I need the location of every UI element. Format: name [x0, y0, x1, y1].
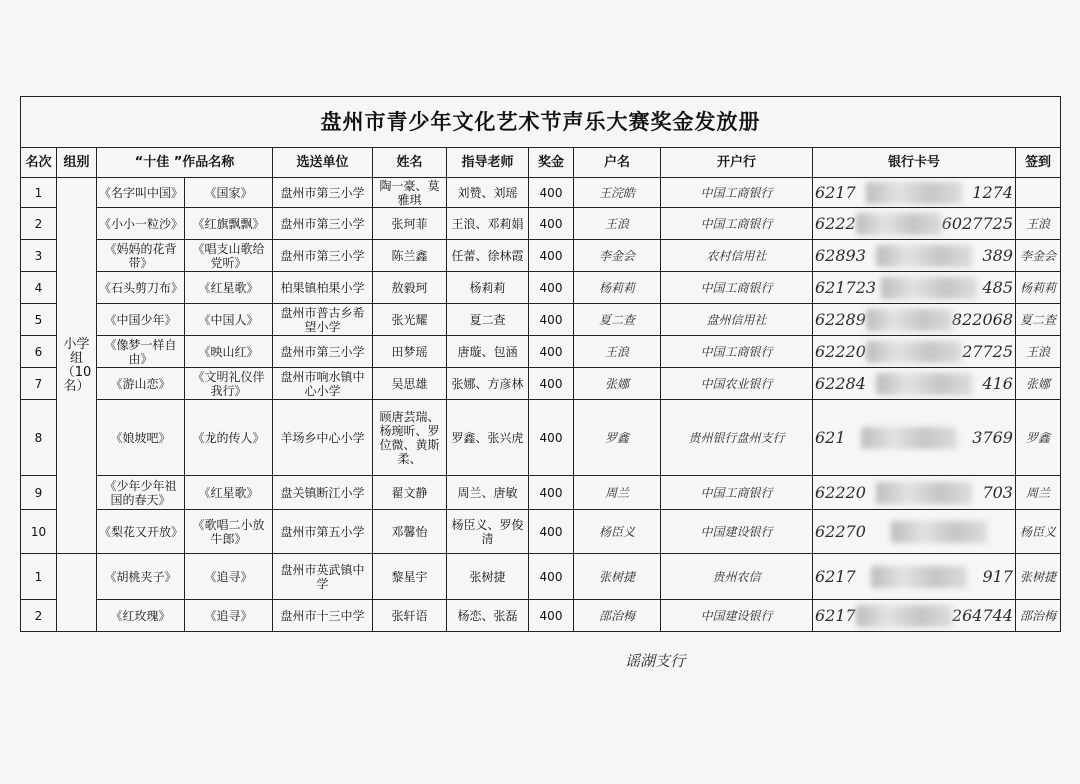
teacher-cell: 罗鑫、张兴虎 — [447, 400, 529, 476]
school-cell: 柏果镇柏果小学 — [273, 272, 373, 304]
bank-cell: 农村信用社 — [661, 240, 813, 272]
work-title-2: 《红旗飘飘》 — [185, 208, 273, 240]
card-redaction — [876, 245, 972, 267]
card-redaction — [866, 182, 962, 204]
header-group: 组别 — [57, 148, 97, 178]
card-cell — [813, 178, 1016, 208]
rank-cell: 5 — [21, 304, 57, 336]
card-cell — [813, 476, 1016, 510]
holder-cell: 张树捷 — [574, 554, 661, 600]
teacher-cell: 任蕾、徐林霞 — [447, 240, 529, 272]
name-cell: 顾唐芸瑞、杨琬昕、罗位微、黄斯柔、 — [373, 400, 447, 476]
card-cell — [813, 240, 1016, 272]
table-row — [21, 272, 1061, 304]
teacher-cell: 王浪、邓莉娟 — [447, 208, 529, 240]
card-prefix: 62284 — [815, 373, 866, 393]
prize-cell: 400 — [529, 304, 574, 336]
work-title-2: 《文明礼仪伴我行》 — [185, 368, 273, 400]
work-title-2: 《龙的传人》 — [185, 400, 273, 476]
work-title-1: 《游山恋》 — [97, 368, 185, 400]
card-cell — [813, 368, 1016, 400]
table-row — [21, 368, 1061, 400]
bank-cell: 中国建设银行 — [661, 510, 813, 554]
name-cell: 黎星宇 — [373, 554, 447, 600]
bank-cell: 中国农业银行 — [661, 368, 813, 400]
card-number — [815, 182, 1013, 204]
bank-cell: 中国工商银行 — [661, 476, 813, 510]
prize-cell: 400 — [529, 272, 574, 304]
card-redaction — [866, 309, 952, 331]
bank-cell: 中国工商银行 — [661, 208, 813, 240]
card-suffix: 264744 — [951, 605, 1013, 625]
card-suffix: 27725 — [962, 341, 1013, 361]
school-cell: 盘州市英武镇中学 — [273, 554, 373, 600]
holder-cell: 邵治梅 — [574, 600, 661, 632]
rank-cell: 1 — [21, 554, 57, 600]
sign-cell — [1016, 178, 1061, 208]
card-cell — [813, 272, 1016, 304]
holder-cell: 王浪 — [574, 208, 661, 240]
name-cell: 陶一豪、莫雅琪 — [373, 178, 447, 208]
school-cell: 盘州市第三小学 — [273, 178, 373, 208]
teacher-cell: 唐璇、包涵 — [447, 336, 529, 368]
table-row — [21, 304, 1061, 336]
card-number — [815, 605, 1013, 627]
card-prefix: 6222 — [815, 213, 856, 233]
card-prefix: 6217 — [815, 566, 856, 586]
card-number — [815, 341, 1013, 363]
rank-cell: 3 — [21, 240, 57, 272]
prize-table — [20, 96, 1061, 632]
prize-cell: 400 — [529, 400, 574, 476]
name-cell: 邓馨怡 — [373, 510, 447, 554]
work-title-1: 《梨花又开放》 — [97, 510, 185, 554]
holder-cell: 杨臣义 — [574, 510, 661, 554]
card-redaction — [881, 277, 977, 299]
table-row — [21, 400, 1061, 476]
card-redaction — [866, 341, 962, 363]
teacher-cell: 刘赞、刘瑶 — [447, 178, 529, 208]
sign-cell: 王浪 — [1016, 336, 1061, 368]
table-row — [21, 554, 1061, 600]
card-prefix: 62220 — [815, 341, 866, 361]
group-cell: 小学组（10名） — [57, 178, 97, 554]
card-prefix: 6217 — [815, 605, 856, 625]
name-cell: 翟文静 — [373, 476, 447, 510]
header-holder: 户名 — [574, 148, 661, 178]
teacher-cell: 周兰、唐敏 — [447, 476, 529, 510]
name-cell: 敖毅珂 — [373, 272, 447, 304]
work-title-2: 《中国人》 — [185, 304, 273, 336]
card-prefix: 6217 — [815, 182, 856, 202]
handwritten-note: 谣湖支行 — [625, 652, 686, 670]
card-prefix: 621723 — [815, 277, 877, 297]
table-row — [21, 240, 1061, 272]
card-cell — [813, 554, 1016, 600]
school-cell: 盘州市十三中学 — [273, 600, 373, 632]
table-row — [21, 208, 1061, 240]
teacher-cell: 夏二查 — [447, 304, 529, 336]
card-number — [815, 566, 1013, 588]
teacher-cell: 杨恋、张磊 — [447, 600, 529, 632]
sign-cell: 张树捷 — [1016, 554, 1061, 600]
prize-cell: 400 — [529, 208, 574, 240]
work-title-2: 《红星歌》 — [185, 272, 273, 304]
sign-cell: 王浪 — [1016, 208, 1061, 240]
school-cell: 盘州市第三小学 — [273, 208, 373, 240]
work-title-2: 《红星歌》 — [185, 476, 273, 510]
sign-cell: 夏二查 — [1016, 304, 1061, 336]
school-cell: 盘州市响水镇中心小学 — [273, 368, 373, 400]
school-cell: 盘州市普古乡希望小学 — [273, 304, 373, 336]
rank-cell: 9 — [21, 476, 57, 510]
card-prefix: 62220 — [815, 482, 866, 502]
prize-cell: 400 — [529, 368, 574, 400]
card-prefix: 621 — [815, 427, 846, 447]
sign-cell: 罗鑫 — [1016, 400, 1061, 476]
card-cell — [813, 600, 1016, 632]
bank-cell: 中国工商银行 — [661, 336, 813, 368]
rank-cell: 1 — [21, 178, 57, 208]
sign-cell: 杨臣义 — [1016, 510, 1061, 554]
bank-cell: 贵州银行盘州支行 — [661, 400, 813, 476]
table-row — [21, 600, 1061, 632]
card-cell — [813, 400, 1016, 476]
card-redaction — [861, 427, 957, 449]
card-cell — [813, 304, 1016, 336]
rank-cell: 7 — [21, 368, 57, 400]
bank-cell: 盘州信用社 — [661, 304, 813, 336]
school-cell: 盘州市第三小学 — [273, 240, 373, 272]
name-cell: 陈兰鑫 — [373, 240, 447, 272]
holder-cell: 王浣皓 — [574, 178, 661, 208]
prize-cell: 400 — [529, 554, 574, 600]
name-cell: 张珂菲 — [373, 208, 447, 240]
sign-cell: 李金会 — [1016, 240, 1061, 272]
card-prefix: 62289 — [815, 309, 866, 329]
work-title-1: 《少年少年祖国的春天》 — [97, 476, 185, 510]
holder-cell: 罗鑫 — [574, 400, 661, 476]
card-cell — [813, 336, 1016, 368]
table-row — [21, 178, 1061, 208]
school-cell: 羊场乡中心小学 — [273, 400, 373, 476]
prize-cell: 400 — [529, 600, 574, 632]
work-title-1: 《红玫瑰》 — [97, 600, 185, 632]
holder-cell: 夏二查 — [574, 304, 661, 336]
card-prefix: 62893 — [815, 245, 866, 265]
rank-cell: 8 — [21, 400, 57, 476]
card-suffix: 6027725 — [941, 213, 1013, 233]
teacher-cell: 杨臣义、罗俊清 — [447, 510, 529, 554]
header-row — [21, 148, 1061, 178]
table-row — [21, 510, 1061, 554]
work-title-2: 《唱支山歌给党听》 — [185, 240, 273, 272]
card-redaction — [856, 605, 952, 627]
rank-cell: 2 — [21, 600, 57, 632]
teacher-cell: 张树捷 — [447, 554, 529, 600]
rank-cell: 2 — [21, 208, 57, 240]
header-teacher: 指导老师 — [447, 148, 529, 178]
card-suffix: 917 — [982, 566, 1013, 586]
name-cell: 张光耀 — [373, 304, 447, 336]
prize-cell: 400 — [529, 240, 574, 272]
school-cell: 盘州市第五小学 — [273, 510, 373, 554]
table-row — [21, 476, 1061, 510]
card-number — [815, 309, 1013, 331]
name-cell: 张轩语 — [373, 600, 447, 632]
work-title-2: 《追寻》 — [185, 600, 273, 632]
sign-cell: 张娜 — [1016, 368, 1061, 400]
prize-cell: 400 — [529, 476, 574, 510]
card-prefix: 62270 — [815, 521, 866, 541]
holder-cell: 李金会 — [574, 240, 661, 272]
card-redaction — [871, 566, 967, 588]
card-redaction — [891, 521, 987, 543]
bank-cell: 中国工商银行 — [661, 272, 813, 304]
card-cell — [813, 510, 1016, 554]
work-title-1: 《石头剪刀布》 — [97, 272, 185, 304]
work-title-2: 《追寻》 — [185, 554, 273, 600]
card-suffix: 3769 — [972, 427, 1013, 447]
card-number — [815, 213, 1013, 235]
bank-cell: 中国建设银行 — [661, 600, 813, 632]
header-rank: 名次 — [21, 148, 57, 178]
sign-cell: 杨莉莉 — [1016, 272, 1061, 304]
prize-cell: 400 — [529, 336, 574, 368]
rank-cell: 10 — [21, 510, 57, 554]
card-suffix: 389 — [982, 245, 1013, 265]
bank-cell: 中国工商银行 — [661, 178, 813, 208]
card-number — [815, 277, 1013, 299]
holder-cell: 张娜 — [574, 368, 661, 400]
card-suffix: 1274 — [972, 182, 1013, 202]
rank-cell: 6 — [21, 336, 57, 368]
header-name: 姓名 — [373, 148, 447, 178]
prize-cell: 400 — [529, 510, 574, 554]
card-number — [815, 482, 1013, 504]
header-works: “十佳 ”作品名称 — [97, 148, 273, 178]
header-bank: 开户行 — [661, 148, 813, 178]
prize-cell: 400 — [529, 178, 574, 208]
work-title-1: 《妈妈的花背带》 — [97, 240, 185, 272]
card-redaction — [856, 213, 942, 235]
work-title-1: 《像梦一样自由》 — [97, 336, 185, 368]
table-row — [21, 336, 1061, 368]
card-redaction — [876, 373, 972, 395]
page-title: 盘州市青少年文化艺术节声乐大赛奖金发放册 — [21, 97, 1061, 148]
group-cell-empty — [57, 554, 97, 632]
teacher-cell: 杨莉莉 — [447, 272, 529, 304]
school-cell: 盘关镇断江小学 — [273, 476, 373, 510]
work-title-2: 《映山红》 — [185, 336, 273, 368]
header-sign: 签到 — [1016, 148, 1061, 178]
table-body — [21, 178, 1061, 632]
header-card: 银行卡号 — [813, 148, 1016, 178]
work-title-1: 《小小一粒沙》 — [97, 208, 185, 240]
sign-cell: 邵治梅 — [1016, 600, 1061, 632]
work-title-2: 《歌唱二小放牛郎》 — [185, 510, 273, 554]
card-suffix: 822068 — [951, 309, 1013, 329]
sign-cell: 周兰 — [1016, 476, 1061, 510]
work-title-1: 《娘坡吧》 — [97, 400, 185, 476]
holder-cell: 杨莉莉 — [574, 272, 661, 304]
card-cell — [813, 208, 1016, 240]
card-number — [815, 373, 1013, 395]
card-number — [815, 427, 1013, 449]
name-cell: 田梦瑶 — [373, 336, 447, 368]
school-cell: 盘州市第三小学 — [273, 336, 373, 368]
card-redaction — [876, 482, 972, 504]
holder-cell: 王浪 — [574, 336, 661, 368]
header-school: 选送单位 — [273, 148, 373, 178]
work-title-1: 《中国少年》 — [97, 304, 185, 336]
work-title-1: 《胡桃夹子》 — [97, 554, 185, 600]
card-number — [815, 245, 1013, 267]
bank-cell: 贵州农信 — [661, 554, 813, 600]
card-suffix: 416 — [982, 373, 1013, 393]
rank-cell: 4 — [21, 272, 57, 304]
name-cell: 吴思雄 — [373, 368, 447, 400]
card-suffix: 703 — [982, 482, 1013, 502]
card-suffix: 485 — [982, 277, 1013, 297]
holder-cell: 周兰 — [574, 476, 661, 510]
teacher-cell: 张娜、方彦林 — [447, 368, 529, 400]
card-number — [815, 521, 1013, 543]
work-title-2: 《国家》 — [185, 178, 273, 208]
header-prize: 奖金 — [529, 148, 574, 178]
work-title-1: 《名字叫中国》 — [97, 178, 185, 208]
